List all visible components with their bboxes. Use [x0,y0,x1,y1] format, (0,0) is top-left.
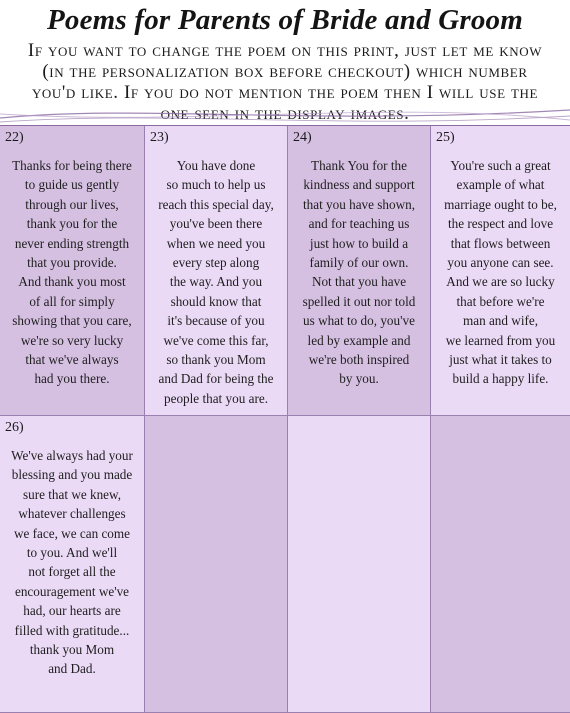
poem-text [292,156,426,389]
poem-number: 22) [5,130,24,145]
poem-line: just how to build a [309,235,409,251]
poem-line: not forget all the [28,564,116,580]
poem-line: that you have shown, [302,196,416,212]
poem-line: that before we're [456,293,545,309]
poem-line: Thanks for being there [12,158,132,173]
poem-number: 26) [5,420,24,435]
poem-line: And we are so lucky [446,274,555,290]
poem-line: when we need you [166,235,266,251]
poem-line: had, our hearts are [23,603,121,619]
poem-line: to guide us gently [24,177,120,193]
poem-line: we learned from you [445,332,556,348]
poem-line: whatever challenges [18,506,126,522]
poem-line: Thank You for the [311,158,407,173]
poem-line: it's because of you [167,313,265,329]
intro-line: (in the personalization box before checkout) which number [42,61,528,82]
poem-line: by you. [339,371,379,387]
poem-line: You have done [176,158,256,173]
poem-line: the respect and love [447,216,554,232]
intro-line: If you want to change the poem on this print, just let me know [27,40,543,61]
poem-line: of all for simply [29,293,115,309]
poem-line: family of our own. [309,255,409,271]
poem-line: we're so very lucky [20,332,124,348]
poem-line: marriage ought to be, [444,196,557,212]
poem-line: We've always had your [11,448,133,463]
poem-line: should know that [170,293,262,309]
poem-line: just what it takes to [449,352,552,368]
poem-line: example of what [456,177,545,193]
poem-number: 24) [293,130,312,145]
poem-line: and for teaching us [308,216,410,232]
poem-number: 25) [436,130,455,145]
poem-line: us what to do, you've [303,313,415,329]
poem-card-26 [0,416,145,713]
poem-grid [0,125,570,713]
poem-line: you anyone can see. [447,255,554,271]
poem-line: Not that you have [311,274,407,290]
poem-line: we've come this far, [163,332,269,348]
poem-line: to you. And we'll [26,545,118,561]
poem-line: reach this special day, [158,196,274,212]
empty-panel [288,416,431,713]
poem-line: led by example and [307,332,411,348]
empty-panel [431,416,570,713]
poem-number: 23) [150,130,169,145]
poem-card-24 [288,126,431,416]
poem-line: thank you Mom [29,642,115,658]
poem-line: you've been there [169,216,263,232]
poem-card-23 [145,126,288,416]
poem-text [149,156,283,408]
poem-line: encouragement we've [14,583,130,599]
poem-line: filled with gratitude... [14,622,130,638]
intro-line: one seen in the display images. [160,103,410,124]
decorative-swoosh [0,96,570,126]
poem-line: sure that we knew, [22,486,122,502]
poem-text [4,446,140,679]
empty-panel [145,416,288,713]
poem-line: man and wife, [462,313,539,329]
poem-line: spelled it out nor told [302,293,416,309]
poem-line: that we've always [25,352,119,368]
poem-line: And thank you most [18,274,126,290]
poem-line: so much to help us [166,177,266,193]
poem-line: blessing and you made [11,467,133,483]
poem-line: we face, we can come [13,525,131,541]
poem-line: the way. And you [169,274,263,290]
poem-line: every step along [172,255,260,271]
poem-text [4,156,140,389]
poem-line: that you provide. [27,255,117,271]
poem-line: so thank you Mom [166,352,266,368]
poem-card-25 [431,126,570,416]
poem-line: thank you for the [26,216,118,232]
intro-line: you'd like. If you do not mention the poem then I will use the [31,82,539,103]
poem-line: You're such a great [450,158,551,173]
poem-line: people that you are. [164,390,268,406]
poem-line: had you there. [34,371,110,387]
poem-line: that flows between [450,235,551,251]
poem-line: and Dad. [48,661,96,677]
poem-line: kindness and support [303,177,415,193]
poem-line: showing that you care, [12,313,132,329]
page-title: Poems for Parents of Bride and Groom [46,4,524,36]
poem-line: build a happy life. [452,371,549,387]
poem-line: through our lives, [25,196,119,212]
poem-text [435,156,566,389]
poem-line: we're both inspired [308,352,410,368]
poem-line: never ending strength [14,235,130,251]
poem-line: and Dad for being the [158,371,274,387]
poem-card-22 [0,126,145,416]
